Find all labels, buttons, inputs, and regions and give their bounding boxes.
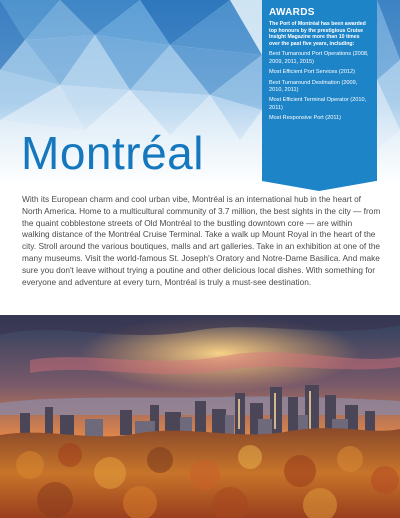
- award-item: Best Turnaround Destination (2009, 2010, 2011): [269, 79, 358, 93]
- awards-box: [262, 0, 377, 181]
- body-paragraph: With its European charm and cool urban vibe, Montréal is an international hub in the heart of North America. Home to a multicultural community of 3.7 million, the best sights in the city — from the quaint cobblestone streets of Old Montréal to the bustling downtown core — are within walking distance of the Montréal Cruise Terminal. Take a walk up Mount Royal in the heart of the city. Stroll around the various boutiques, malls and art galleries. Take in an exhibition at one of the many museums. Visit the world-famous St. Joseph's Oratory and Notre-Dame Basilica. And make sure you don't leave without trying a poutine and other delicious local dishes. With something for everyone and adventure at every turn, Montréal is truly a must-see destination.: [22, 194, 381, 287]
- awards-intro: The Port of Montréal has been awarded top honours by the prestigious Cruise Insight Magazine more than 10 times over the past five years, including:: [269, 21, 366, 47]
- award-item: Most Responsive Port (2011): [269, 115, 342, 122]
- award-item: Most Efficient Port Services (2012): [269, 69, 356, 76]
- montreal-skyline-photo: [0, 315, 400, 518]
- page-title: Montréal: [21, 127, 204, 179]
- award-item: Best Turnaround Port Operations (2008, 2009, 2011, 2015): [269, 51, 369, 65]
- awards-title: AWARDS: [269, 7, 315, 18]
- award-item: Most Efficient Terminal Operator (2010, 2011): [269, 97, 367, 111]
- awards-box-notch: [262, 181, 376, 191]
